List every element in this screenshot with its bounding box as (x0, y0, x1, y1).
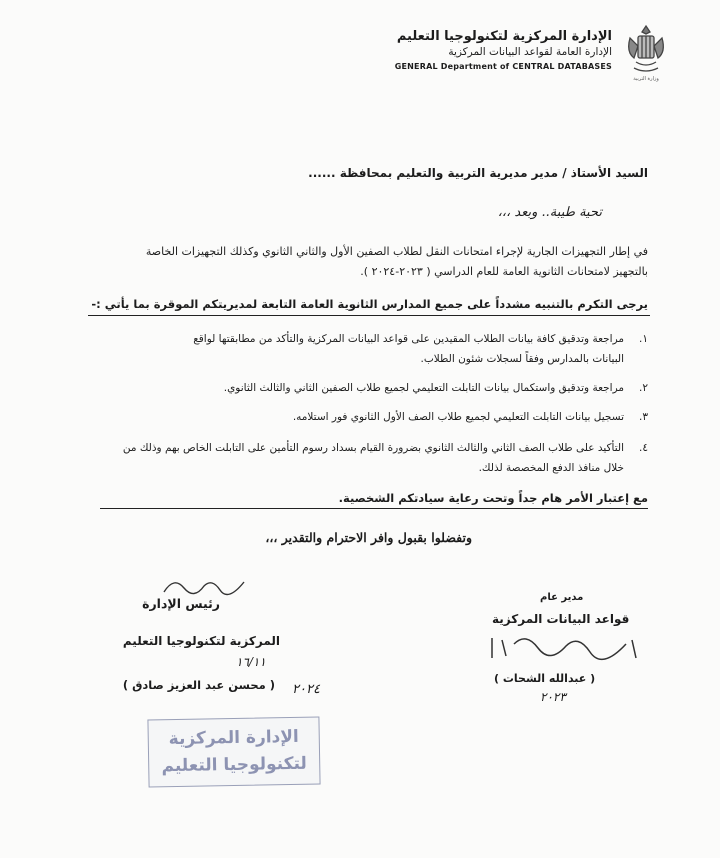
signatory-org-right: المركزية لتكنولوجيا التعليم (122, 634, 280, 648)
signatory-name-right: ( محسن عبد العزيز صادق ) (122, 678, 275, 692)
item-text-continued: خلال منافذ الدفع المخصصة لذلك. (478, 462, 624, 474)
list-item (70, 407, 648, 427)
org-line-2: الإدارة العامة لقواعد البيانات المركزية (448, 46, 612, 58)
item-text: التأكيد على طلاب الصف الثاني والثالث الثانوي بضرورة القيام بسداد رسوم التأمين على التابلت الخاص بهم وذلك من (122, 442, 624, 454)
list-item (70, 378, 648, 398)
item-text: تسجيل بيانات التابلت التعليمي لجميع طلاب الصف الأول الثانوي فور استلامه. (292, 411, 624, 423)
organization-header (395, 28, 612, 73)
org-line-3: GENERAL Department of CENTRAL DATABASES (394, 62, 612, 71)
intro-line-2: بالتجهيز لامتحانات الثانوية العامة للعام الدراسي ( ٢٠٢٣-٢٠٢٤ ). (360, 265, 648, 278)
list-item (70, 329, 648, 369)
item-number: ٣. (639, 411, 648, 423)
greeting: تحية طيبة.. وبعد ،،، (497, 205, 602, 220)
regards-line: وتفضلوا بقبول وافر الاحترام والتقدير ،،، (265, 530, 472, 545)
item-text: مراجعة وتدقيق كافة بيانات الطلاب المقيدين على قواعد البيانات المركزية والتأكد من مطابقتها لواقع (193, 333, 624, 345)
stamp-line-1: الإدارة المركزية (168, 726, 299, 750)
signatory-name-left: ( عبدالله الشحات ) (494, 672, 596, 685)
closing-line: مع إعتبار الأمر هام جداً وتحت رعاية سيادتكم الشخصية. (338, 491, 648, 505)
signatory-title-left: مدير عام (540, 592, 584, 603)
closing-underline (100, 508, 648, 509)
list-item (70, 438, 648, 478)
signature-date-left: ٢٠٢٣ (540, 690, 566, 704)
item-number: ٢. (639, 382, 648, 394)
svg-text:وزارة التربية: وزارة التربية (633, 76, 659, 82)
org-line-1: الإدارة المركزية لتكنولوجيا التعليم (396, 29, 612, 44)
signature-date-right: ٢٠٢٤ (292, 682, 320, 697)
office-stamp (147, 717, 320, 788)
addressee: السيد الأستاذ / مدير مديرية التربية والتعليم بمحافظة ...... (308, 166, 648, 180)
signatory-title-right: رئيس الإدارة (142, 596, 220, 611)
request-line: يرجى التكرم بالتنبيه مشدداً على جميع المدارس الثانوية العامة التابعة لمديريتكم الموقرة بما يأتي :- (91, 297, 648, 311)
eagle-emblem-icon (622, 22, 670, 84)
item-number: ١. (639, 333, 648, 345)
signature-scribble-icon (486, 630, 646, 664)
item-number: ٤. (639, 442, 648, 454)
intro-line-1: في إطار التجهيزات الجارية لإجراء امتحانات النقل لطلاب الصفين الأول والثاني الثانوي وكذلك التجهيزات الخاصة (145, 245, 648, 258)
signature-date-small-right: ١٦/١١ (236, 655, 266, 669)
stamp-line-2: لتكنولوجيا التعليم (161, 753, 308, 777)
item-text: مراجعة وتدقيق واستكمال بيانات التابلت التعليمي لجميع طلاب الصفين الثاني والثالث الثانوي. (223, 382, 624, 394)
item-text-continued: البيانات بالمدارس وفقاً لسجلات شئون الطلاب. (420, 353, 624, 365)
signatory-org-left: قواعد البيانات المركزية (492, 612, 630, 626)
request-underline (88, 315, 650, 316)
